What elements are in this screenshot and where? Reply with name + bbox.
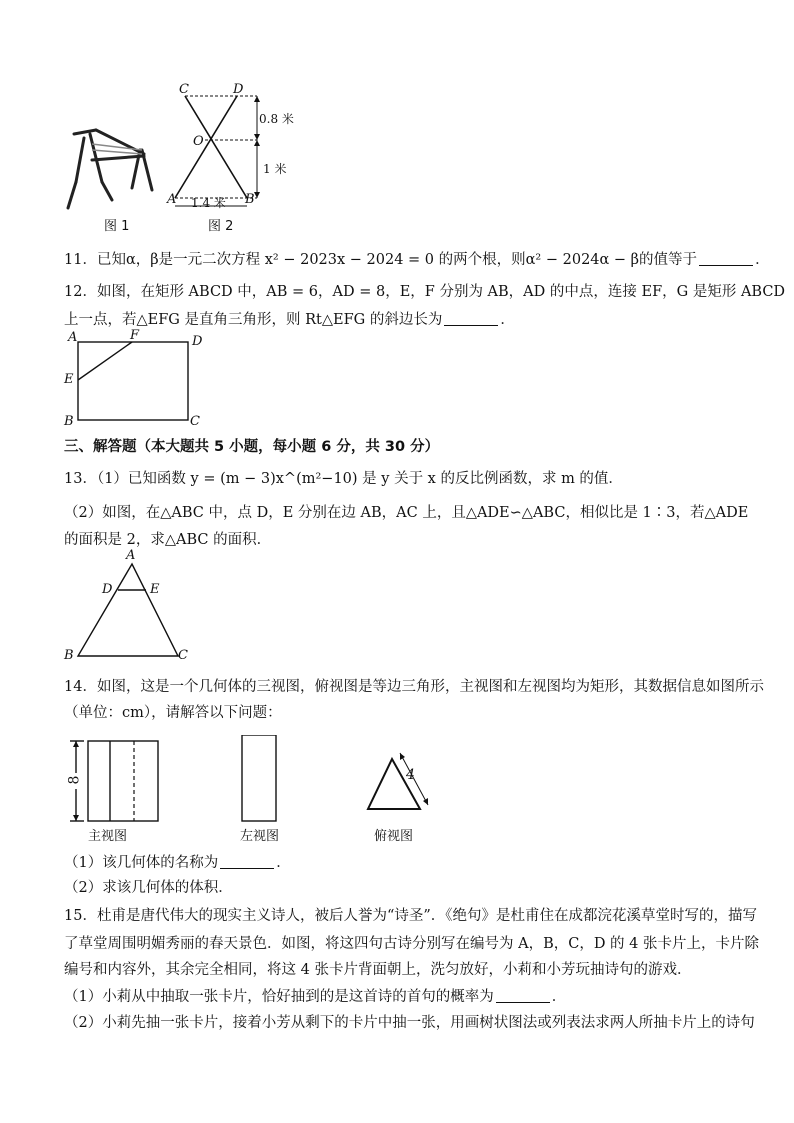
top-view (362, 735, 452, 845)
q15-sub1-end: ． (551, 989, 567, 1005)
front-view-caption: 主视图 (88, 829, 128, 844)
fig2-label-d: D (233, 82, 244, 97)
q13-label-d: D (102, 582, 113, 597)
fig2-width: 1.4 米 (191, 196, 226, 210)
section-3-title: 三、解答题（本大题共 5 小题，每小题 6 分，共 30 分） (64, 439, 440, 455)
figure-1-caption: 图 1 (104, 219, 130, 234)
q14-sub1-end: ． (276, 855, 291, 871)
fig2-label-c: C (179, 82, 189, 97)
q12-label-d: D (192, 334, 203, 349)
q13-triangle-figure (60, 548, 200, 667)
q15-answer-blank[interactable] (496, 988, 550, 1003)
question-15-line-2: 了草堂周围明媚秀丽的春天景色．如图，将这四句古诗分别写在编号为 A，B，C，D 的 4 张卡片上，卡片除 (64, 936, 760, 952)
q12-label-b: B (64, 414, 74, 429)
q14-sub1-text: （1）该几何体的名称为 (64, 855, 219, 871)
q13-label-c: C (178, 648, 188, 663)
q11-text: 11．已知α，β是一元二次方程 x² − 2023x − 2024 = 0 的两个根，则α² − 2024α − β的值等于 (64, 252, 698, 268)
fig2-label-b: B (245, 192, 255, 207)
question-13-part-2-line-1: （2）如图，在△ABC 中，点 D，E 分别在边 AB，AC 上，且△ADE∽△ABC，相似比是 1∶3，若△ADE (64, 505, 749, 521)
question-14-sub-1 (64, 853, 291, 873)
q12-label-a: A (68, 330, 78, 345)
front-view-height-label: 8 (66, 775, 83, 785)
figure-2-caption: 图 2 (208, 219, 234, 234)
q12-label-c: C (190, 414, 200, 429)
q12-label-e: E (64, 372, 74, 387)
fig2-height-1: 0.8 米 (259, 112, 294, 126)
figure-1 (62, 120, 162, 215)
question-15-sub-2: （2）小莉先抽一张卡片，接着小芳从剩下的卡片中抽一张，用画树状图法或列表法求两人所抽卡片上的诗句 (64, 1015, 755, 1031)
q11-answer-blank[interactable] (699, 251, 753, 266)
top-view-side-label: 4 (406, 767, 415, 783)
question-13-part-1: 13．（1）已知函数 y = (m − 3)x^(m²−10) 是 y 关于 x 的反比例函数，求 m 的值． (64, 471, 623, 487)
figure-2 (165, 82, 295, 212)
q14-answer-blank[interactable] (220, 854, 274, 869)
question-14-line-1: 14．如图，这是一个几何体的三视图，俯视图是等边三角形，主视图和左视图均为矩形，其数据信息如图所示 (64, 679, 764, 695)
question-13-part-2-line-2: 的面积是 2，求△ABC 的面积． (64, 532, 272, 548)
q12-text: 上一点，若△EFG 是直角三角形，则 Rt△EFG 的斜边长为 (64, 312, 443, 328)
q15-sub1-text: （1）小莉从中抽取一张卡片，恰好抽到的是这首诗的首句的概率为 (64, 989, 494, 1005)
top-view-caption: 俯视图 (374, 829, 414, 844)
question-14-line-2: （单位：cm），请解答以下问题： (64, 705, 282, 721)
front-view (62, 735, 162, 845)
q12-end: ． (500, 312, 515, 328)
question-15-line-1: 15．杜甫是唐代伟大的现实主义诗人，被后人誉为“诗圣”．《绝句》是杜甫住在成都浣花溪草堂时写的，描写 (64, 908, 758, 924)
question-15-sub-1 (64, 987, 566, 1007)
question-11 (64, 250, 770, 270)
q13-label-e: E (150, 582, 160, 597)
q12-rectangle-figure (60, 328, 210, 432)
left-view-caption: 左视图 (240, 829, 280, 844)
question-12-line-2 (64, 310, 515, 330)
question-15-line-3: 编号和内容外，其余完全相同，将这 4 张卡片背面朝上，洗匀放好，小莉和小芳玩抽诗句的游戏． (64, 962, 692, 978)
fig2-label-a: A (167, 192, 177, 207)
q12-label-f: F (130, 328, 140, 343)
question-14-sub-2: （2）求该几何体的体积． (64, 880, 233, 896)
left-view (232, 735, 302, 845)
q13-label-a: A (126, 548, 136, 563)
question-12-line-1: 12．如图，在矩形 ABCD 中，AB = 6，AD = 8，E，F 分别为 AB，AD 的中点，连接 EF，G 是矩形 ABCD (64, 284, 786, 300)
q12-answer-blank[interactable] (444, 311, 498, 326)
fig2-label-o: O (193, 134, 204, 149)
fig2-height-2: 1 米 (263, 162, 287, 176)
q11-end: ． (755, 252, 770, 268)
q13-label-b: B (64, 648, 74, 663)
